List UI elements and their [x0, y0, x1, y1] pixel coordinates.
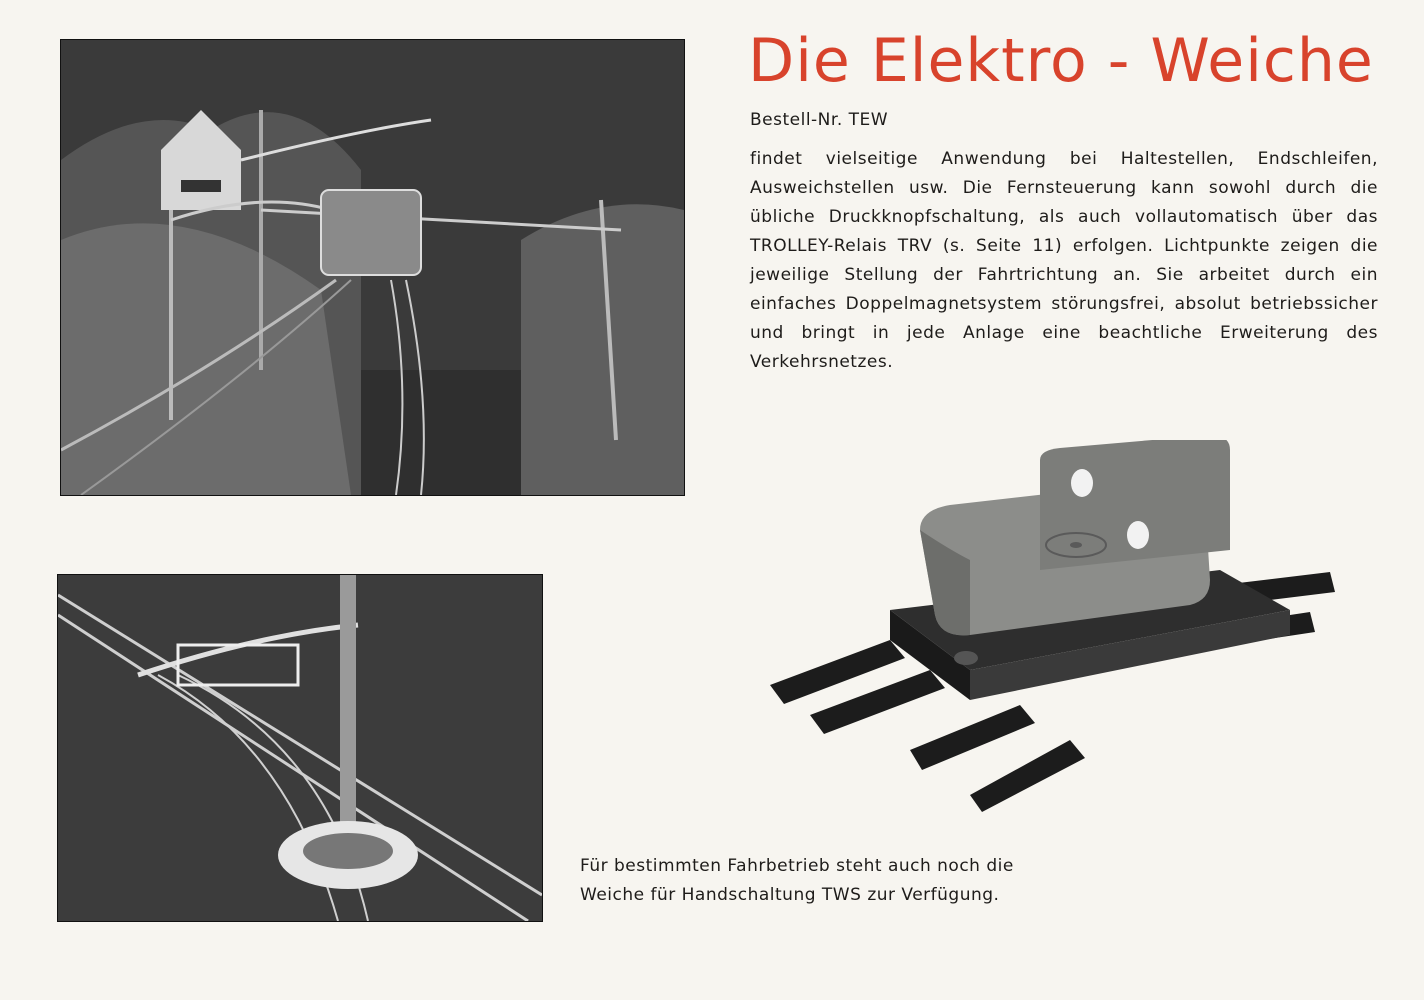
elektro-weiche-product-image [770, 440, 1350, 820]
manual-switch-photo [57, 574, 543, 922]
manual-switch-caption: Für bestimmten Fahrbetrieb steht auch noch die Weiche für Handschaltung TWS zur Verfügung. [580, 856, 1014, 905]
product-description: findet vielseitige Anwendung bei Haltestellen, Endschleifen, Ausweichstellen usw. Die Fernsteuerung kann sowohl durch die übliche Druckknopfschaltung, als auch vollautomatisch über das TROLLEY-Relais TRV (s. Seite 11) erfolgen. Lichtpunkte zeigen die jeweilige Stellung der Fahrtrichtung an. Sie arbeitet durch ein einfaches Doppelmagnetsystem störungsfrei, absolut betriebssicher und bringt in jede Anlage eine beachtliche Erweiterung des Verkehrsnetzes. [750, 149, 1378, 372]
order-number: Bestell-Nr. TEW [750, 110, 889, 130]
page-title: Die Elektro - Weiche [748, 26, 1374, 96]
layout-overhead-switch-photo [60, 39, 685, 496]
